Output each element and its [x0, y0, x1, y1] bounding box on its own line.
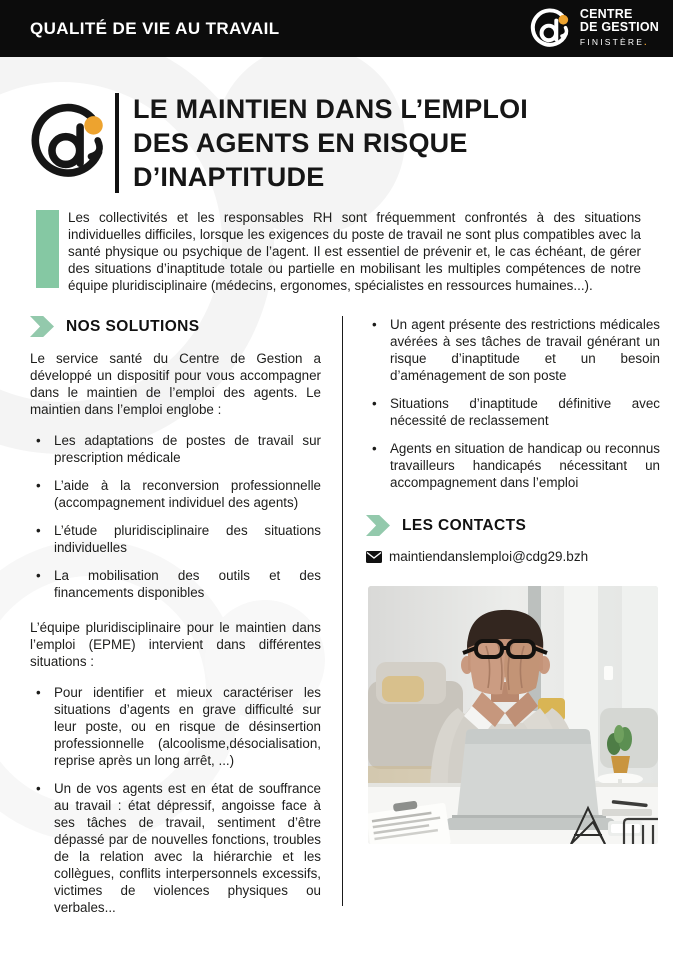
list-item: • L’étude pluridisciplinaire des situations individuelles: [30, 522, 321, 556]
two-column-layout: [30, 316, 660, 930]
cdg-brand-header: [529, 7, 659, 51]
column-divider: [342, 316, 343, 906]
page-title-line: LE MAINTIEN DANS L’EMPLOI: [133, 94, 529, 124]
contacts-heading: LES CONTACTS: [366, 515, 660, 536]
intro-section: [36, 210, 641, 295]
list-item: • Pour identifier et mieux caractériser les situations d’agents en grave difficulté sur leur poste, ou en risque de désinsertion professionnelle (alcoolisme,désocialisation, reprise après un long arrêt, ...): [30, 684, 321, 769]
page-title-line: DES AGENTS EN RISQUE: [133, 128, 468, 158]
list-item: • Un de vos agents est en état de souffrance au travail : état dépressif, angoisse face à ses tâches de travail, sentiment d’être dépassé par de nouvelles fonctions, troubles de la relation avec la hiérarchie et les collègues, conflits interpersonnels excessifs, victimes de violences physiques ou verbales...: [30, 780, 321, 916]
page-title-line: D’INAPTITUDE: [133, 162, 325, 192]
hero-title-block: [28, 92, 528, 194]
chevron-right-icon: [366, 515, 390, 536]
page-title: [133, 92, 528, 194]
chevron-right-icon: [30, 316, 54, 337]
cdg-logo-icon-large: [28, 101, 112, 185]
stressed-man-photo: [368, 586, 658, 844]
solutions-heading: NOS SOLUTIONS: [30, 316, 321, 337]
brand-line-1: CENTRE: [579, 7, 633, 21]
brand-orange-dot: .: [644, 37, 649, 47]
list-item: • Un agent présente des restrictions médicales avérées à ses tâches de travail générant un risque d’inaptitude et un besoin d’aménagement de son poste: [366, 316, 660, 384]
intro-paragraph: Les collectivités et les responsables RH sont fréquemment confrontés à des situations individuelles difficiles, lorsque les exigences du poste de travail ne sont plus compatibles avec la santé physique ou psychique de l’agent. Il est essentiel de prévenir et, le cas échéant, de gérer des situations d’inaptitude totale ou partielle en mobilisant les multiples compétences de notre équipe pluridisciplinaire (médecins, ergonomes, spécialistes en ressources humaines...).: [68, 210, 641, 293]
list-item: • Les adaptations de postes de travail sur prescription médicale: [30, 432, 321, 466]
contact-email[interactable]: maintiendanslemploi@cdg29.bzh: [389, 549, 589, 564]
list-item: • L’aide à la reconversion professionnelle (accompagnement individuel des agents): [30, 477, 321, 511]
top-header-bar: [0, 0, 673, 57]
green-accent-bar: [36, 210, 59, 288]
epme-bullet-list: [30, 684, 321, 916]
brand-line-2: DE GESTION: [579, 20, 659, 34]
solutions-intro-paragraph: Le service santé du Centre de Gestion a développé un dispositif pour vous accompagner dans le maintien de l’emploi des agents. Le maintien dans l’emploi englobe :: [30, 351, 321, 417]
title-divider-line: [115, 93, 119, 193]
situations-bullet-list: [366, 316, 660, 491]
solutions-bullet-list: [30, 432, 321, 601]
left-column: [30, 316, 321, 930]
list-item: • Situations d’inaptitude définitive avec nécessité de reclassement: [366, 395, 660, 429]
list-item: • Agents en situation de handicap ou reconnus travailleurs handicapés nécessitant un accompagnement dans l’emploi: [366, 440, 660, 491]
list-item: • La mobilisation des outils et des financements disponibles: [30, 567, 321, 601]
brand-line-3: FINISTÈRE.: [579, 37, 649, 47]
header-title: QUALITÉ DE VIE AU TRAVAIL: [30, 18, 280, 38]
envelope-icon: [366, 551, 382, 563]
right-column: [366, 316, 660, 930]
laptop: [445, 729, 615, 830]
cdg-brand-text: [580, 8, 659, 49]
epme-intro-paragraph: L’équipe pluridisciplinaire pour le maintien dans l’emploi (EPME) intervient dans différentes situations :: [30, 620, 321, 669]
cdg-logo-icon: [529, 7, 573, 51]
contact-email-row[interactable]: [366, 549, 660, 564]
